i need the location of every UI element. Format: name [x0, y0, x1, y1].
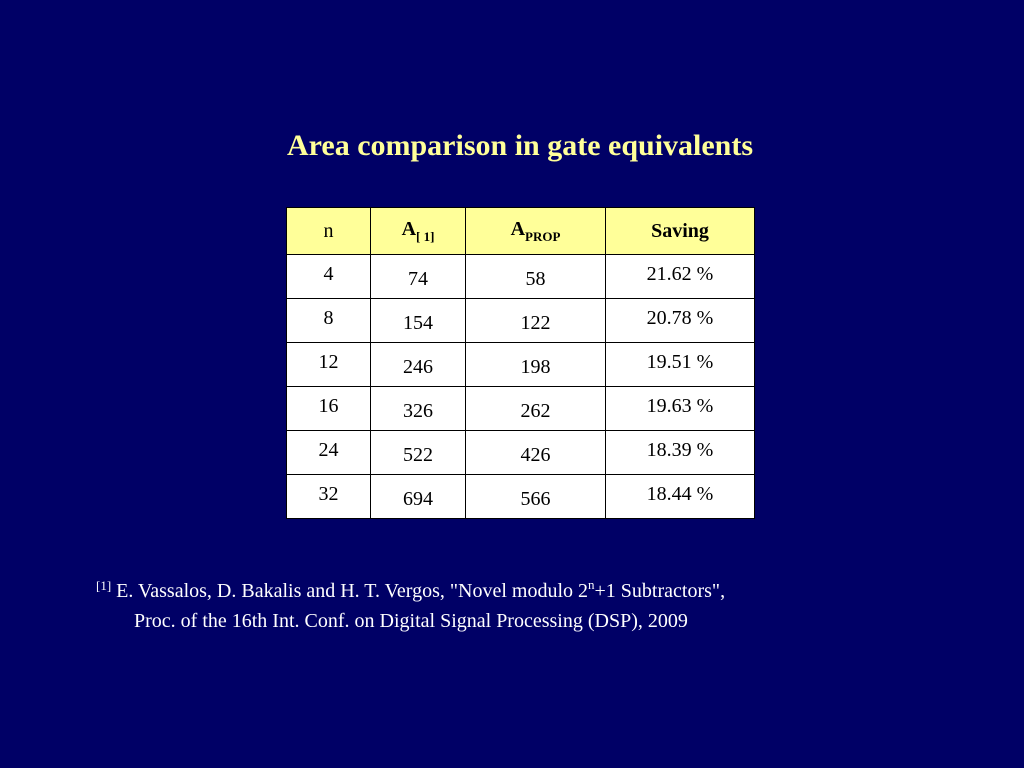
header-aprop — [466, 208, 606, 255]
header-a1-main: A — [401, 217, 417, 240]
cell-a1: 154 — [371, 299, 466, 343]
cell-n: 12 — [287, 343, 371, 387]
cell-n: 8 — [287, 299, 371, 343]
cell-a1: 326 — [371, 387, 466, 431]
comparison-table-container — [286, 207, 754, 519]
header-aprop-subscript: PROP — [525, 228, 561, 244]
cell-saving: 18.39 % — [606, 431, 755, 475]
cell-a1: 694 — [371, 475, 466, 519]
header-saving: Saving — [606, 208, 755, 255]
reference-text-start: E. Vassalos, D. Bakalis and H. T. Vergos, "Novel modulo 2 — [116, 580, 589, 602]
cell-aprop: 122 — [466, 299, 606, 343]
table-row — [287, 475, 755, 519]
cell-a1: 522 — [371, 431, 466, 475]
cell-aprop: 58 — [466, 255, 606, 299]
cell-a1: 74 — [371, 255, 466, 299]
table-row — [287, 431, 755, 475]
reference-line-2: Proc. of the 16th Int. Conf. on Digital Signal Processing (DSP), 2009 — [134, 610, 688, 632]
table-row — [287, 299, 755, 343]
header-n: n — [287, 208, 371, 255]
slide-title: Area comparison in gate equivalents — [286, 129, 754, 162]
area-comparison-table — [286, 207, 755, 519]
cell-a1: 246 — [371, 343, 466, 387]
cell-aprop: 566 — [466, 475, 606, 519]
reference-marker: [1] — [96, 578, 112, 593]
cell-saving: 19.63 % — [606, 387, 755, 431]
cell-n: 24 — [287, 431, 371, 475]
reference-text-end: +1 Subtractors", — [594, 580, 726, 602]
table-row — [287, 387, 755, 431]
cell-saving: 18.44 % — [606, 475, 755, 519]
cell-saving: 20.78 % — [606, 299, 755, 343]
cell-aprop: 426 — [466, 431, 606, 475]
table-row — [287, 343, 755, 387]
reference-line-1 — [96, 570, 936, 606]
cell-saving: 21.62 % — [606, 255, 755, 299]
cell-n: 4 — [287, 255, 371, 299]
cell-aprop: 262 — [466, 387, 606, 431]
cell-n: 16 — [287, 387, 371, 431]
header-a1 — [371, 208, 466, 255]
cell-n: 32 — [287, 475, 371, 519]
table-row — [287, 255, 755, 299]
reference-superscript: n — [588, 577, 595, 592]
header-aprop-main: A — [510, 217, 526, 240]
cell-saving: 19.51 % — [606, 343, 755, 387]
header-a1-subscript: [ 1] — [416, 228, 435, 244]
table-header-row — [287, 208, 755, 255]
reference-citation — [96, 570, 936, 636]
cell-aprop: 198 — [466, 343, 606, 387]
